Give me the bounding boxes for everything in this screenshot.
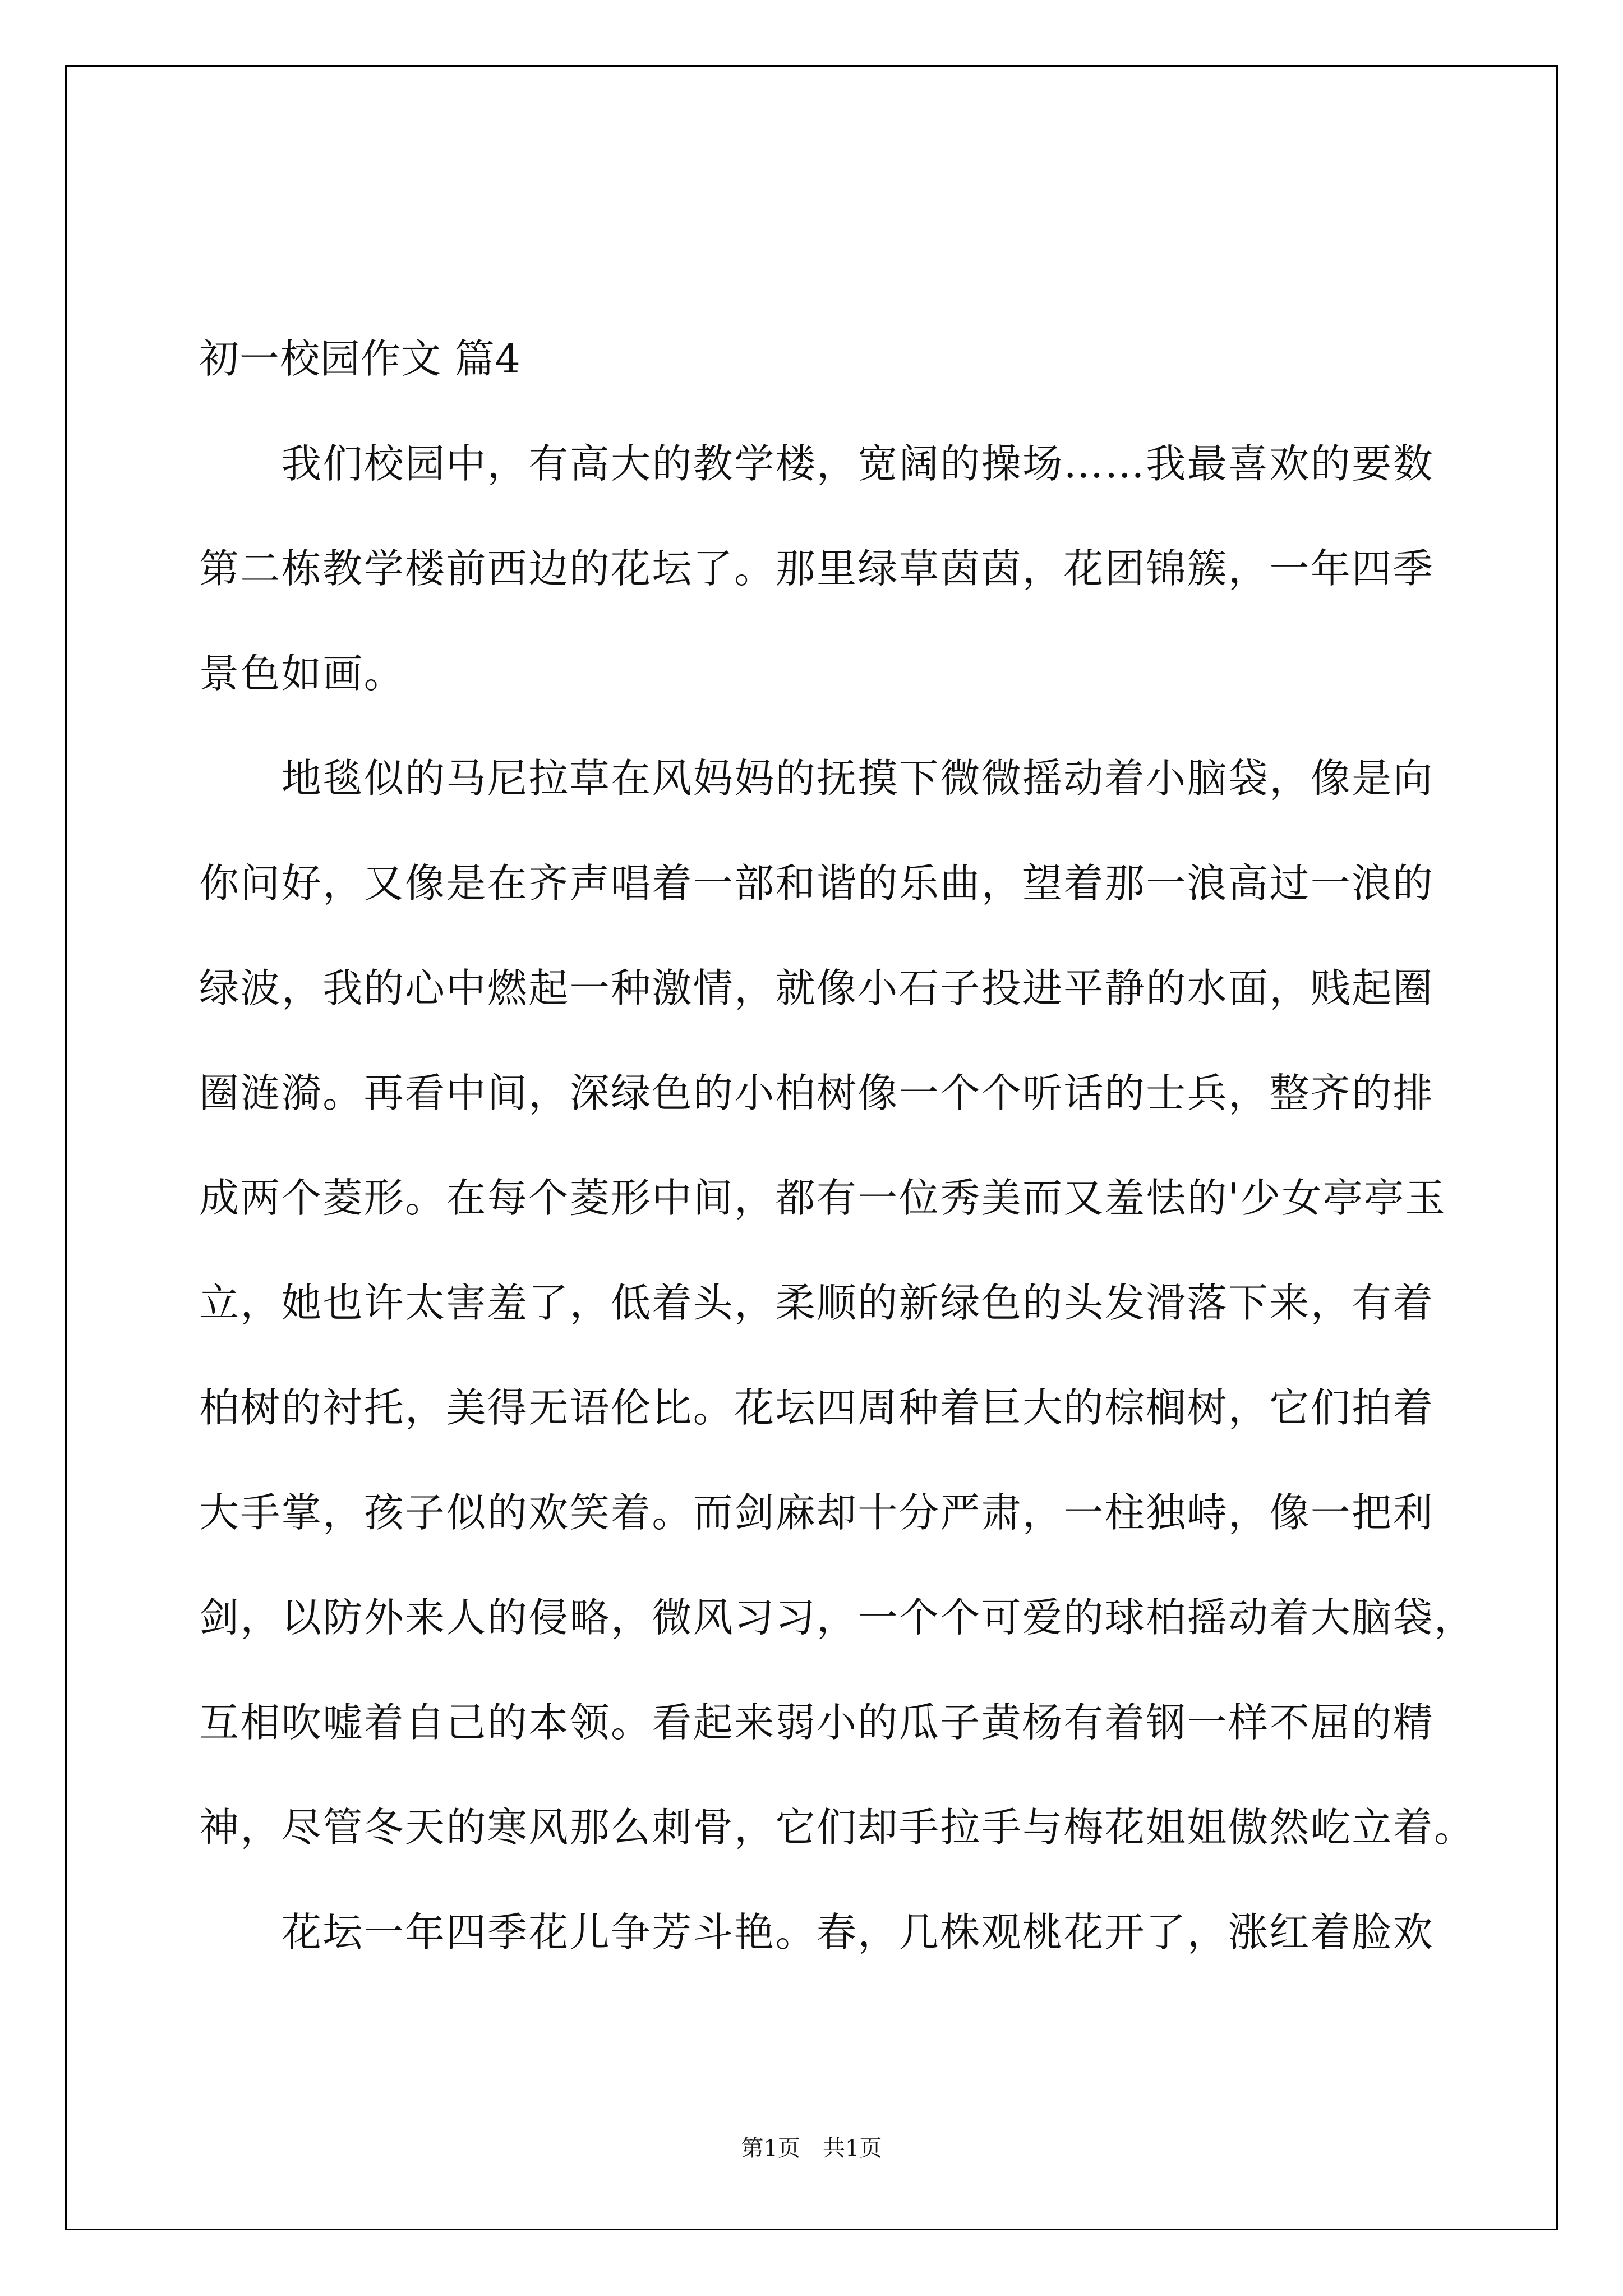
text-line: 大手掌，孩子似的欢笑着。而剑麻却十分严肃，一柱独峙，像一把利 <box>199 1489 1435 1536</box>
text-line: 圈涟漪。再看中间，深绿色的小柏树像一个个听话的士兵，整齐的排 <box>199 1070 1435 1116</box>
text-line: 地毯似的马尼拉草在风妈妈的抚摸下微微摇动着小脑袋，像是向 <box>199 755 1435 802</box>
text-line: 互相吹嘘着自己的本领。看起来弱小的瓜子黄杨有着钢一样不屈的精 <box>199 1699 1435 1746</box>
text-line: 剑，以防外来人的侵略，微风习习，一个个可爱的球柏摇动着大脑袋， <box>199 1594 1476 1641</box>
page-border <box>65 65 1558 2230</box>
text-line: 绿波，我的心中燃起一种激情，就像小石子投进平静的水面，贱起圈 <box>199 965 1435 1011</box>
text-line: 我们校园中，有高大的教学楼，宽阔的操场……我最喜欢的要数 <box>199 440 1435 487</box>
text-line: 景色如画。 <box>199 650 405 697</box>
text-line: 花坛一年四季花儿争芳斗艳。春，几株观桃花开了，涨红着脸欢 <box>199 1909 1435 1955</box>
text-line: 柏树的衬托，美得无语伦比。花坛四周种着巨大的棕榈树，它们拍着 <box>199 1384 1435 1431</box>
text-line: 成两个菱形。在每个菱形中间，都有一位秀美而又羞怯的'少女亭亭玉 <box>199 1175 1446 1221</box>
text-line: 第二栋教学楼前西边的花坛了。那里绿草茵茵，花团锦簇，一年四季 <box>199 545 1435 592</box>
text-line: 立，她也许太害羞了，低着头，柔顺的新绿色的头发滑落下来，有着 <box>199 1280 1435 1326</box>
document-title: 初一校园作文 篇4 <box>199 335 521 382</box>
page-number-footer: 第1页 共1页 <box>741 2136 882 2161</box>
text-line: 你问好，又像是在齐声唱着一部和谐的乐曲，望着那一浪高过一浪的 <box>199 860 1435 907</box>
text-line: 神，尽管冬天的寒风那么刺骨，它们却手拉手与梅花姐姐傲然屹立着。 <box>199 1804 1476 1851</box>
